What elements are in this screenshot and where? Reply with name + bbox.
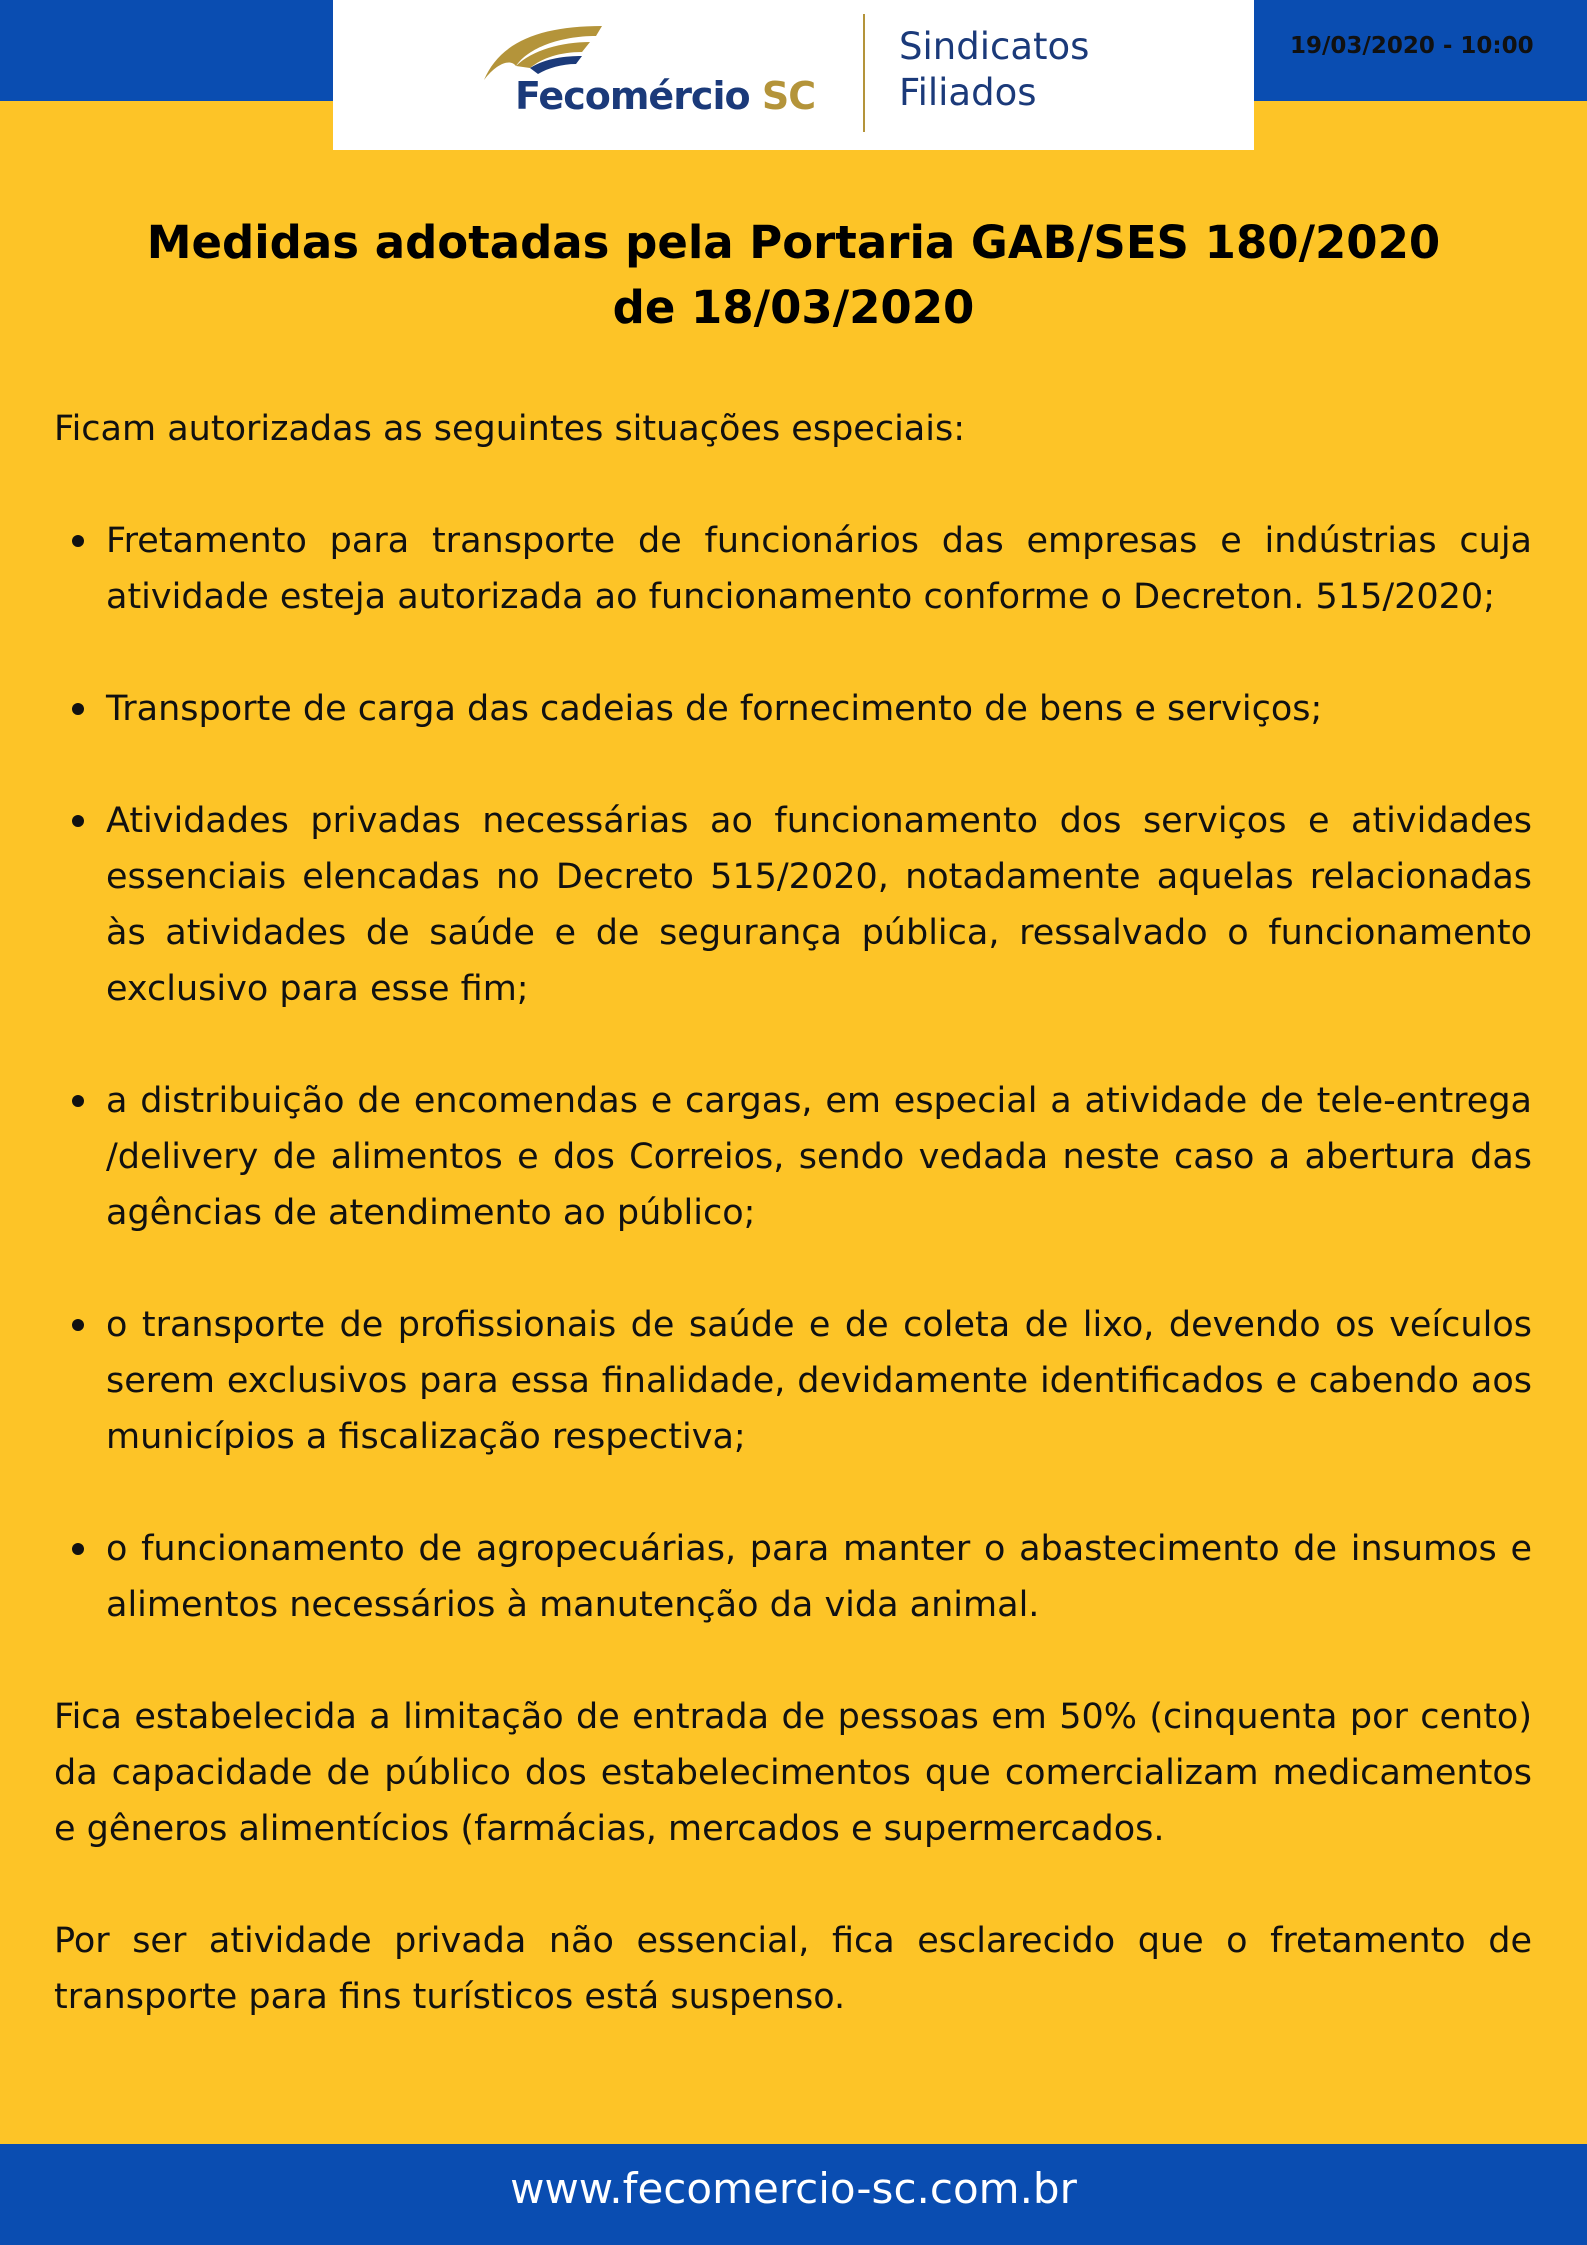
tourism-paragraph: Por ser atividade privada não essencial, fica esclarecido que o fretamento de transporte para fins turísticos está suspenso. (54, 1921, 1532, 2017)
intro-text: Ficam autorizadas as seguintes situações especiais: (54, 409, 965, 449)
content-body (54, 401, 1532, 2025)
list-item: o transporte de profissionais de saúde e de coleta de lixo, devendo os veículos serem exclusivos para essa finalidade, devidamente identificados e cabendo aos municípios a fiscalização respectiva; (54, 1297, 1532, 1465)
brand-name: Fecomércio (515, 74, 750, 118)
list-item: Transporte de carga das cadeias de fornecimento de bens e serviços; (54, 681, 1532, 737)
title-line-1: Medidas adotadas pela Portaria GAB/SES 180/2020 (146, 216, 1441, 269)
logo-banner (333, 0, 1254, 150)
tagline-line-1: Sindicatos (899, 25, 1090, 68)
list-item: o funcionamento de agropecuárias, para manter o abastecimento de insumos e alimentos necessários à manutenção da vida animal. (54, 1521, 1532, 1633)
footer-bar (0, 2144, 1587, 2245)
list-item: Fretamento para transporte de funcionários das empresas e indústrias cuja atividade esteja autorizada ao funcionamento conforme o Decreton. 515/2020; (54, 513, 1532, 625)
page-title (70, 210, 1517, 340)
logo-tagline (899, 24, 1089, 116)
brand-wordmark (515, 74, 815, 118)
website-link[interactable]: www.fecomercio-sc.com.br (510, 2164, 1077, 2213)
list-item: a distribuição de encomendas e cargas, em especial a atividade de tele-entrega /delivery de alimentos e dos Correios, sendo vedada neste caso a abertura das agências de atendimento ao público; (54, 1073, 1532, 1241)
timestamp: 19/03/2020 - 10:00 (1290, 33, 1534, 59)
brand-suffix: SC (761, 74, 816, 118)
measures-list (54, 513, 1532, 1633)
title-line-2: de 18/03/2020 (612, 281, 975, 334)
logo-divider (863, 14, 865, 132)
capacity-limit-paragraph: Fica estabelecida a limitação de entrada de pessoas em 50% (cinquenta por cento) da capacidade de público dos estabelecimentos que comercializam medicamentos e gêneros alimentícios (farmácias, mercados e supermercados. (54, 1697, 1532, 1849)
tagline-line-2: Filiados (899, 71, 1037, 114)
wing-emblem-icon (480, 22, 604, 82)
list-item: Atividades privadas necessárias ao funcionamento dos serviços e atividades essenciais elencadas no Decreto 515/2020, notadamente aquelas relacionadas às atividades de saúde e de segurança pública, ressalvado o funcionamento exclusivo para esse fim; (54, 793, 1532, 1017)
